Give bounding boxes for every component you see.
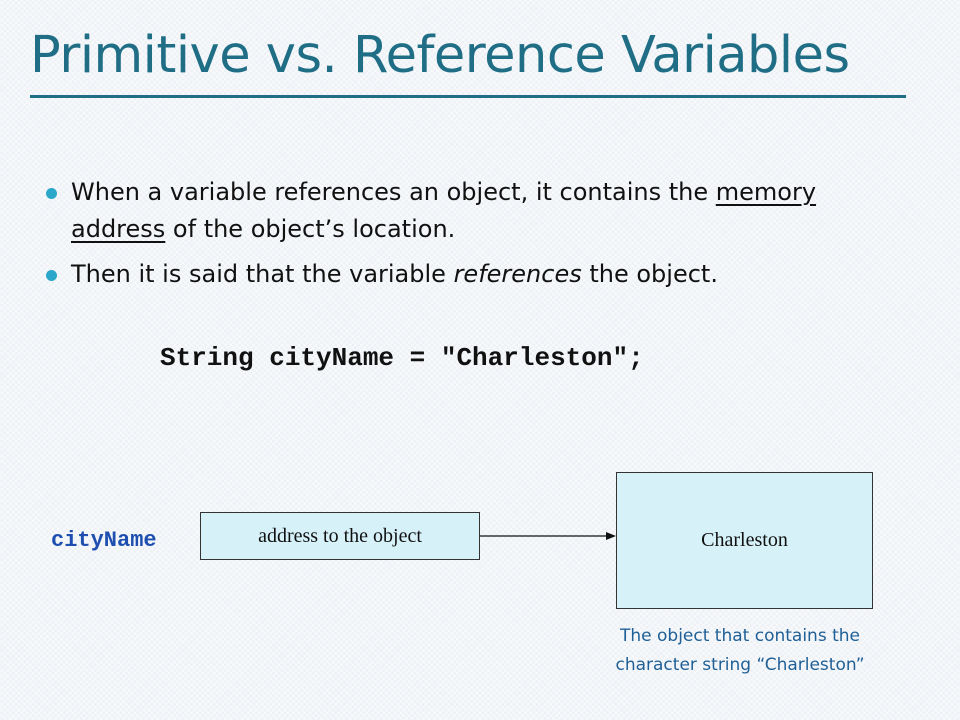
- object-caption: [580, 622, 900, 680]
- bullet-text: When a variable references an object, it contains the: [71, 178, 716, 206]
- caption-line: character string “Charleston”: [615, 655, 865, 675]
- title-underline: [30, 95, 906, 98]
- bullet-text: the object.: [581, 260, 718, 288]
- bullet-item: [46, 174, 916, 248]
- bullet-text: Then it is said that the variable: [71, 260, 454, 288]
- string-object-box: [616, 472, 873, 609]
- address-box: [200, 512, 480, 560]
- emphasized-term: references: [453, 260, 582, 288]
- underlined-term: address: [71, 215, 166, 243]
- code-statement: String cityName = "Charleston";: [160, 343, 644, 373]
- bullet-dot-icon: [46, 188, 57, 199]
- bullet-dot-icon: [46, 270, 57, 281]
- object-box-text: Charleston: [701, 529, 788, 551]
- arrow-right-icon: [480, 526, 616, 546]
- address-box-text: address to the object: [258, 524, 422, 547]
- caption-line: The object that contains the: [619, 626, 860, 646]
- bullet-list: [46, 174, 916, 301]
- slide-title: Primitive vs. Reference Variables: [30, 26, 850, 85]
- variable-label: cityName: [51, 528, 157, 553]
- underlined-term: memory: [715, 178, 817, 206]
- bullet-text: of the object’s location.: [165, 215, 456, 243]
- bullet-item: [46, 256, 916, 293]
